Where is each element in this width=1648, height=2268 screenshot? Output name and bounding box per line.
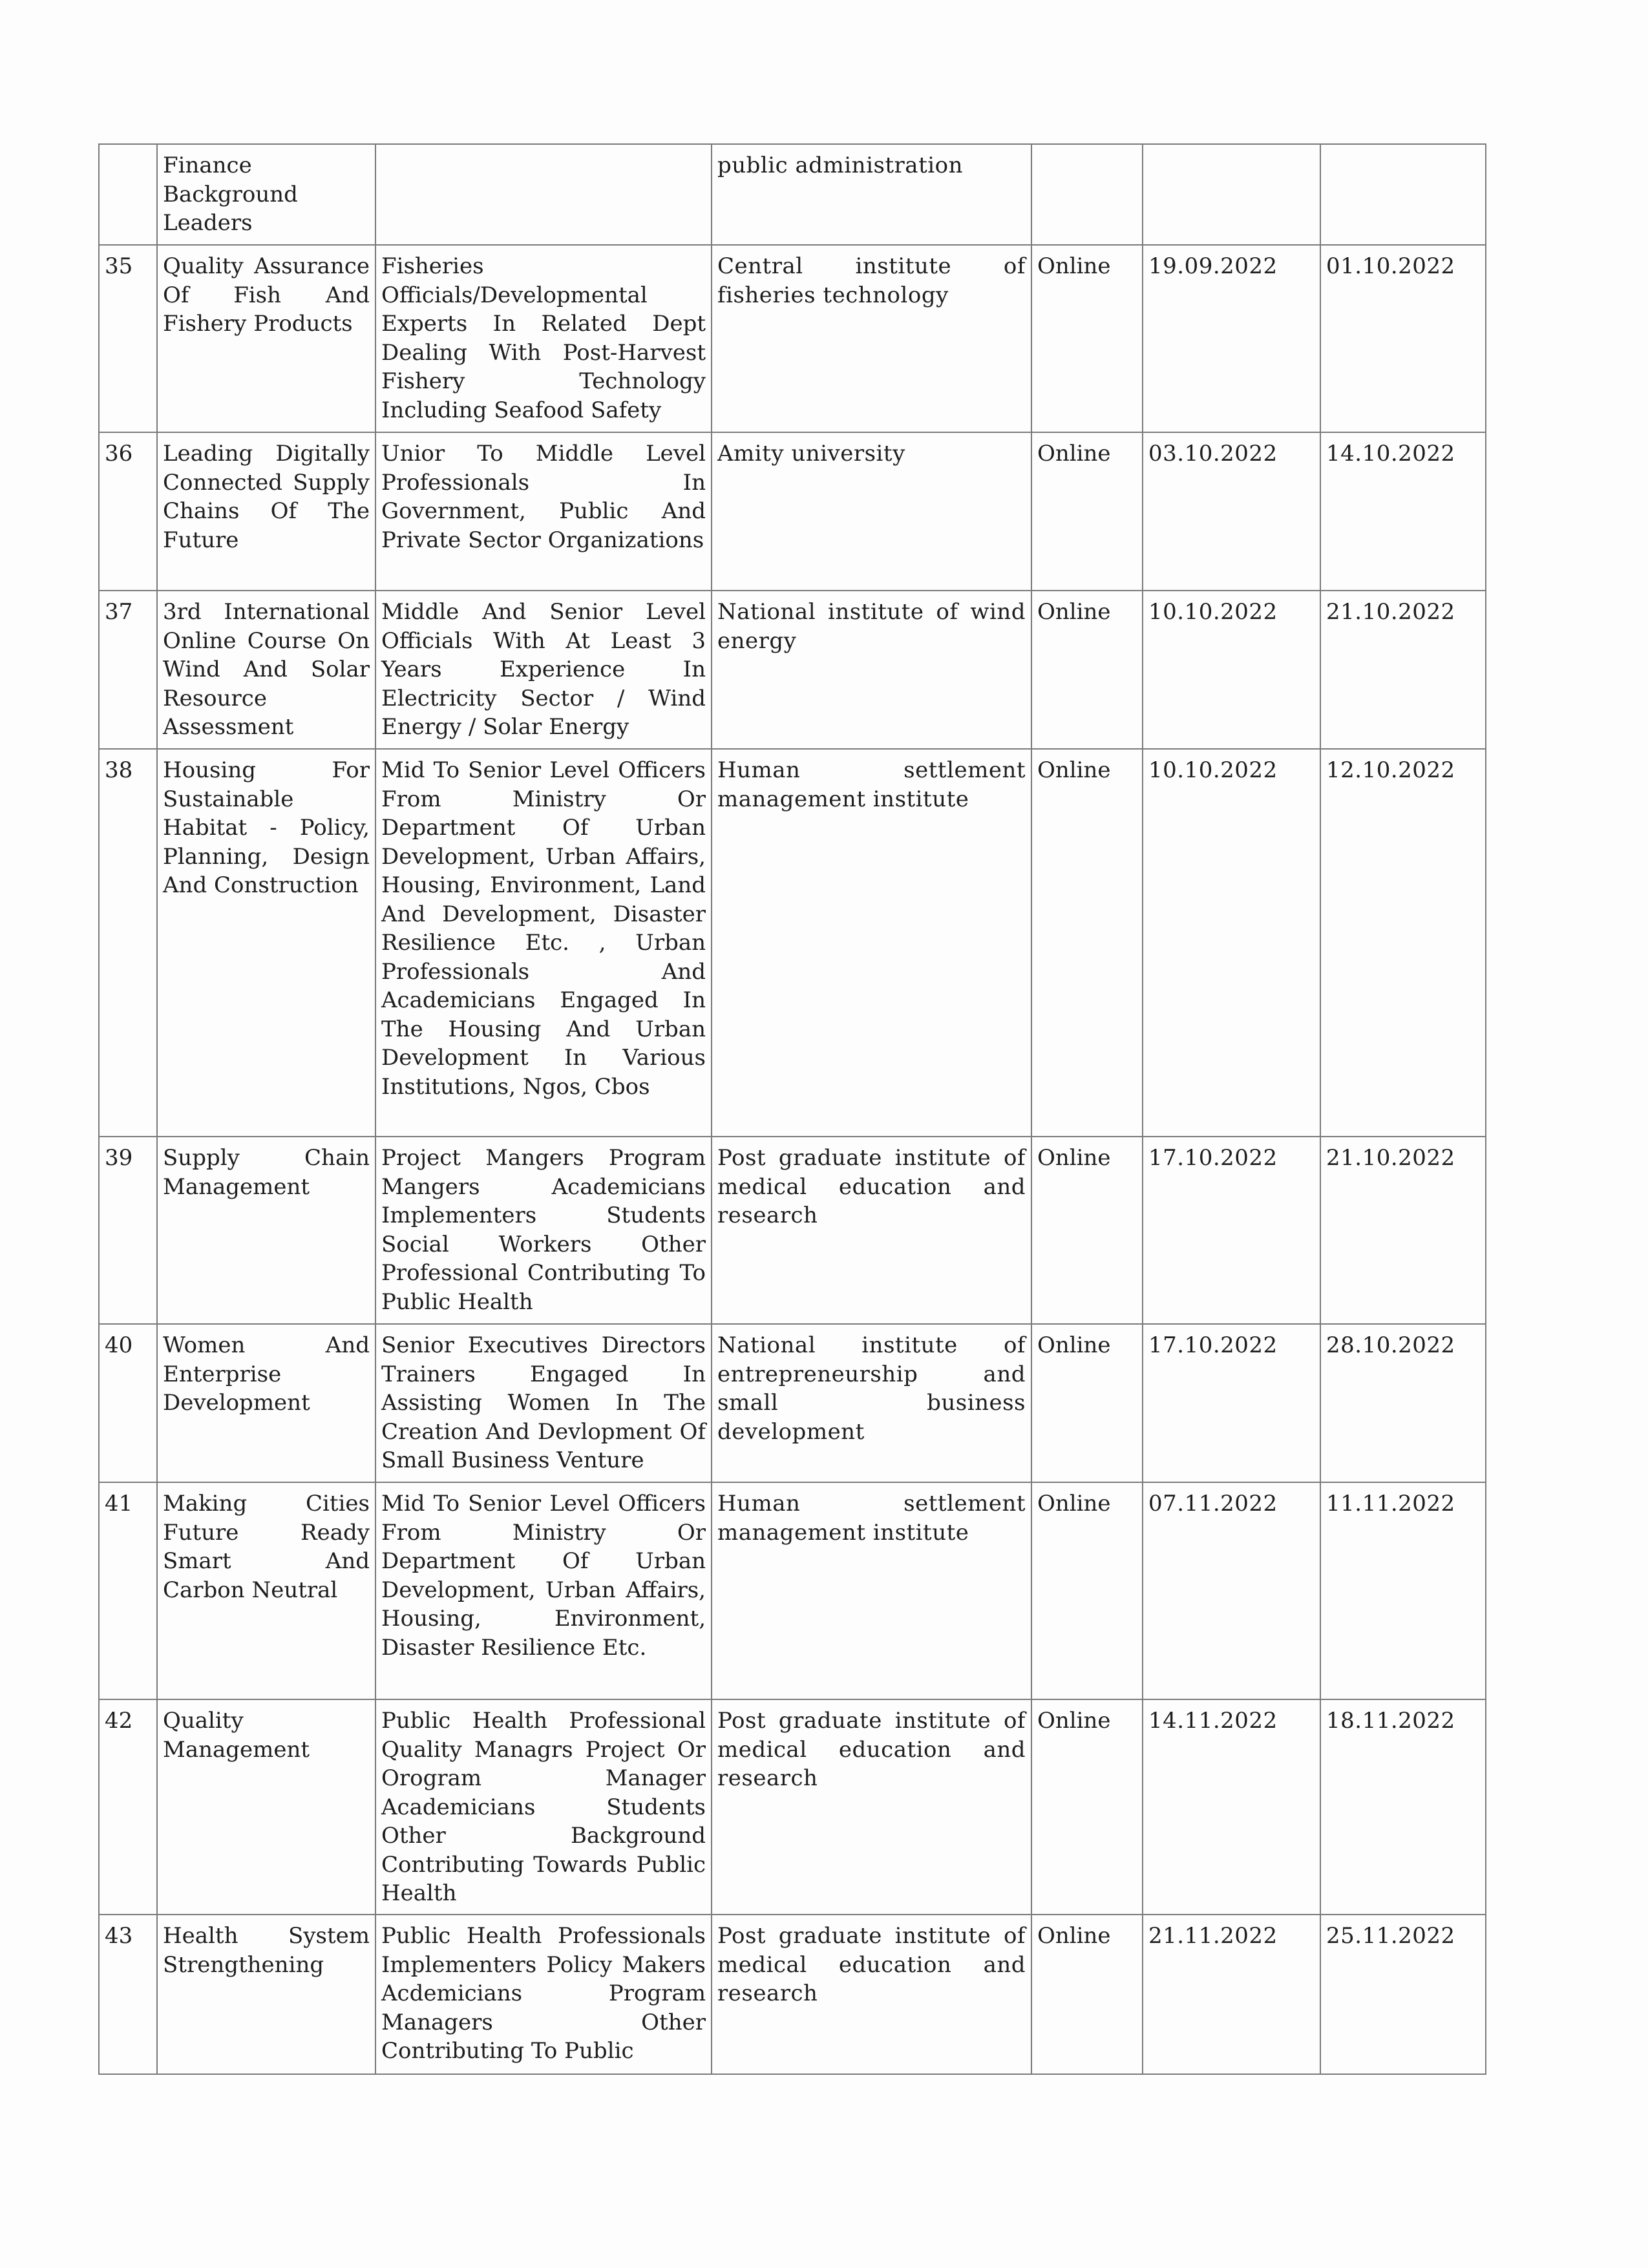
institute-name: Human settlement management institute (712, 1482, 1031, 1699)
table-row (99, 1699, 1486, 1915)
target-participants: Senior Executives Directors Trainers Engaged In Assisting Women In The Creation And Devlopment Of Small Business Venture (375, 1324, 712, 1482)
institute-name: Post graduate institute of medical education and research (712, 1699, 1031, 1915)
serial-number: 40 (99, 1324, 157, 1482)
table-row (99, 749, 1486, 1137)
table-row (99, 1482, 1486, 1699)
serial-number: 43 (99, 1915, 157, 2074)
serial-number: 38 (99, 749, 157, 1137)
course-title: Supply Chain Management (157, 1137, 375, 1324)
institute-name: Human settlement management institute (712, 749, 1031, 1137)
course-mode: Online (1031, 1915, 1143, 2074)
course-table (98, 143, 1486, 2075)
course-mode: Online (1031, 245, 1143, 432)
target-participants: Mid To Senior Level Officers From Ministry Or Department Of Urban Development, Urban Affairs, Housing, Environment, Land And Development, Disaster Resilience Etc. , Urban Professionals And Academicians Engaged In The Housing And Urban Development In Various Institutions, Ngos, Cbos (375, 749, 712, 1137)
start-date (1143, 144, 1320, 245)
target-participants: Public Health Professional Quality Managrs Project Or Orogram Manager Academicians Students Other Background Contributing Towards Public Health (375, 1699, 712, 1915)
start-date: 03.10.2022 (1143, 432, 1320, 591)
serial-number: 42 (99, 1699, 157, 1915)
target-participants: Project Mangers Program Mangers Academicians Implementers Students Social Workers Other Professional Contributing To Public Health (375, 1137, 712, 1324)
start-date: 10.10.2022 (1143, 749, 1320, 1137)
target-participants: Mid To Senior Level Officers From Ministry Or Department Of Urban Development, Urban Affairs, Housing, Environment, Disaster Resilience Etc. (375, 1482, 712, 1699)
institute-name: National institute of entrepreneurship and small business development (712, 1324, 1031, 1482)
course-mode: Online (1031, 749, 1143, 1137)
serial-number (99, 144, 157, 245)
start-date: 21.11.2022 (1143, 1915, 1320, 2074)
target-participants (375, 144, 712, 245)
course-title: Quality Management (157, 1699, 375, 1915)
course-mode: Online (1031, 591, 1143, 749)
start-date: 07.11.2022 (1143, 1482, 1320, 1699)
course-mode: Online (1031, 1482, 1143, 1699)
end-date: 01.10.2022 (1320, 245, 1486, 432)
end-date: 25.11.2022 (1320, 1915, 1486, 2074)
table-row (99, 591, 1486, 749)
end-date: 21.10.2022 (1320, 1137, 1486, 1324)
course-title: Leading Digitally Connected Supply Chains Of The Future (157, 432, 375, 591)
serial-number: 39 (99, 1137, 157, 1324)
institute-name: public administration (712, 144, 1031, 245)
institute-name: National institute of wind energy (712, 591, 1031, 749)
course-mode: Online (1031, 1699, 1143, 1915)
start-date: 19.09.2022 (1143, 245, 1320, 432)
table-row (99, 1324, 1486, 1482)
end-date: 21.10.2022 (1320, 591, 1486, 749)
target-participants: Public Health Professionals Implementers Policy Makers Acdemicians Program Managers Other Contributing To Public (375, 1915, 712, 2074)
course-mode: Online (1031, 1137, 1143, 1324)
institute-name: Post graduate institute of medical education and research (712, 1137, 1031, 1324)
serial-number: 37 (99, 591, 157, 749)
table-row (99, 245, 1486, 432)
table-row (99, 1137, 1486, 1324)
course-title: Housing For Sustainable Habitat - Policy, Planning, Design And Construction (157, 749, 375, 1137)
serial-number: 41 (99, 1482, 157, 1699)
institute-name: Amity university (712, 432, 1031, 591)
table-row (99, 1915, 1486, 2074)
end-date: 14.10.2022 (1320, 432, 1486, 591)
table-row (99, 144, 1486, 245)
start-date: 17.10.2022 (1143, 1324, 1320, 1482)
course-mode: Online (1031, 432, 1143, 591)
target-participants: Middle And Senior Level Officials With At Least 3 Years Experience In Electricity Sector / Wind Energy / Solar Energy (375, 591, 712, 749)
course-title: 3rd International Online Course On Wind And Solar Resource Assessment (157, 591, 375, 749)
end-date: 28.10.2022 (1320, 1324, 1486, 1482)
end-date (1320, 144, 1486, 245)
institute-name: Central institute of fisheries technology (712, 245, 1031, 432)
end-date: 12.10.2022 (1320, 749, 1486, 1137)
end-date: 11.11.2022 (1320, 1482, 1486, 1699)
course-title: Making Cities Future Ready Smart And Carbon Neutral (157, 1482, 375, 1699)
course-mode: Online (1031, 1324, 1143, 1482)
target-participants: Unior To Middle Level Professionals In Government, Public And Private Sector Organizations (375, 432, 712, 591)
course-mode (1031, 144, 1143, 245)
table-row (99, 432, 1486, 591)
end-date: 18.11.2022 (1320, 1699, 1486, 1915)
serial-number: 36 (99, 432, 157, 591)
course-title: Finance Background Leaders (157, 144, 375, 245)
course-title: Health System Strengthening (157, 1915, 375, 2074)
serial-number: 35 (99, 245, 157, 432)
target-participants: Fisheries Officials/Developmental Experts In Related Dept Dealing With Post-Harvest Fishery Technology Including Seafood Safety (375, 245, 712, 432)
course-title: Quality Assurance Of Fish And Fishery Products (157, 245, 375, 432)
course-title: Women And Enterprise Development (157, 1324, 375, 1482)
start-date: 14.11.2022 (1143, 1699, 1320, 1915)
start-date: 17.10.2022 (1143, 1137, 1320, 1324)
institute-name: Post graduate institute of medical education and research (712, 1915, 1031, 2074)
start-date: 10.10.2022 (1143, 591, 1320, 749)
